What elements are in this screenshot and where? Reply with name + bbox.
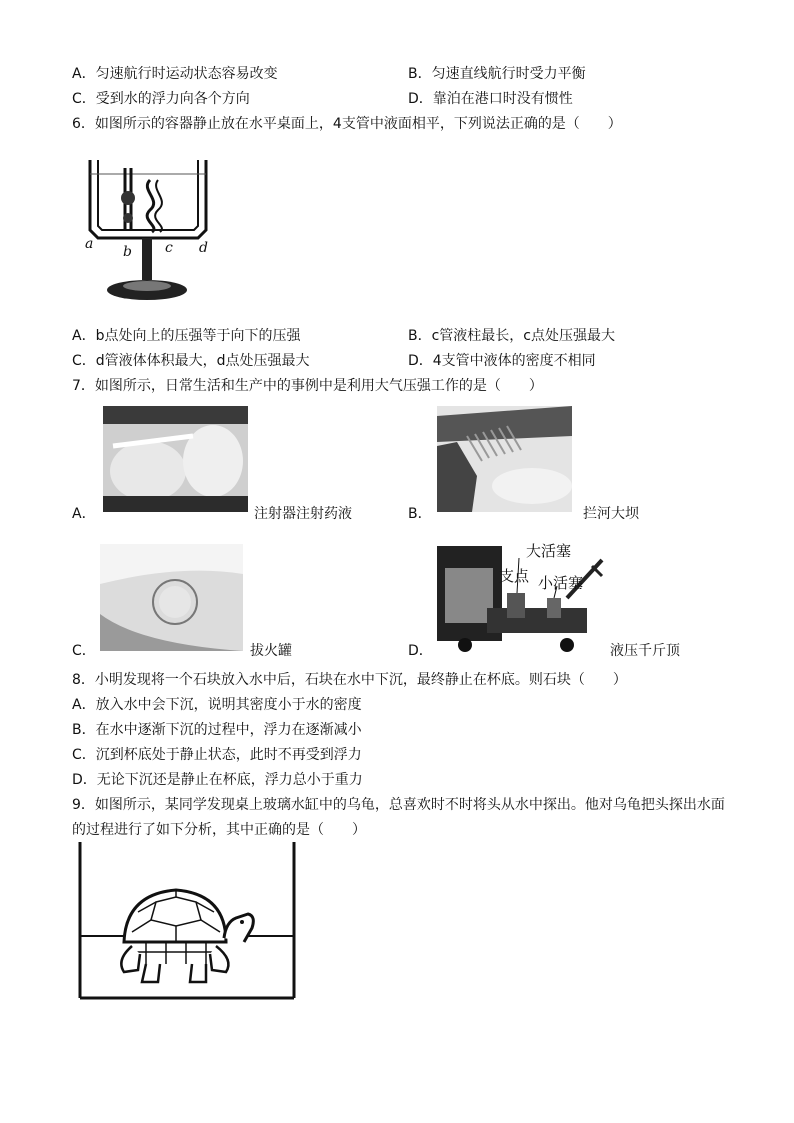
fig-label-b: b [123, 244, 132, 260]
q7-option-a-letter: A． [72, 506, 96, 522]
q9-stem-line1: 9．如图所示，某同学发现桌上玻璃水缸中的乌龟，总喜欢时不时将头从水中探出。他对乌龟把头探出水面 [72, 797, 725, 813]
q5-option-b: B．匀速直线航行时受力平衡 [408, 66, 586, 82]
turtle-tank-figure [76, 842, 298, 1002]
q8-option-c: C．沉到杯底处于静止状态，此时不再受到浮力 [72, 747, 362, 763]
q6-option-a: A．b点处向上的压强等于向下的压强 [72, 328, 301, 344]
small-piston-label: 小活塞 [538, 574, 584, 592]
q7-stem: 7．如图所示，日常生活和生产中的事例中是利用大气压强工作的是（ ） [72, 378, 543, 394]
q6-stem: 6．如图所示的容器静止放在水平桌面上，4支管中液面相平，下列说法正确的是（ ） [72, 116, 622, 132]
fig-label-d: d [199, 240, 208, 256]
dam-photo [437, 406, 572, 512]
large-piston-label: 大活塞 [526, 542, 572, 560]
q5-option-a: A．匀速航行时运动状态容易改变 [72, 66, 278, 82]
q9-stem-line2: 的过程进行了如下分析，其中正确的是（ ） [72, 822, 366, 838]
q7-option-c-letter: C． [72, 643, 96, 659]
q8-stem: 8．小明发现将一个石块放入水中后，石块在水中下沉，最终静止在杯底。则石块（ ） [72, 672, 627, 688]
q5-option-c: C．受到水的浮力向各个方向 [72, 91, 250, 107]
q7-option-c-caption: 拔火罐 [250, 643, 292, 659]
q6-option-d: D．4支管中液体的密度不相同 [408, 353, 596, 369]
q7-option-a-caption: 注射器注射药液 [254, 506, 352, 522]
q8-option-a: A．放入水中会下沉，说明其密度小于水的密度 [72, 697, 362, 713]
q7-option-b-caption: 拦河大坝 [583, 506, 639, 522]
hydraulic-jack-figure [437, 538, 605, 655]
q6-option-c: C．d管液体体积最大，d点处压强最大 [72, 353, 310, 369]
q7-option-d-letter: D． [408, 643, 433, 659]
q7-option-d-caption: 液压千斤顶 [610, 643, 680, 659]
q8-option-d: D．无论下沉还是静止在杯底，浮力总小于重力 [72, 772, 363, 788]
connected-vessel-figure [80, 150, 230, 310]
fulcrum-label: 支点 [499, 567, 530, 585]
q7-option-b-letter: B． [408, 506, 432, 522]
cupping-photo [100, 544, 243, 651]
syringe-photo [103, 406, 248, 512]
fig-label-a: a [85, 236, 94, 252]
q8-option-b: B．在水中逐渐下沉的过程中，浮力在逐渐减小 [72, 722, 362, 738]
q6-option-b: B．c管液柱最长，c点处压强最大 [408, 328, 615, 344]
q5-option-d: D．靠泊在港口时没有惯性 [408, 91, 573, 107]
fig-label-c: c [165, 240, 173, 256]
